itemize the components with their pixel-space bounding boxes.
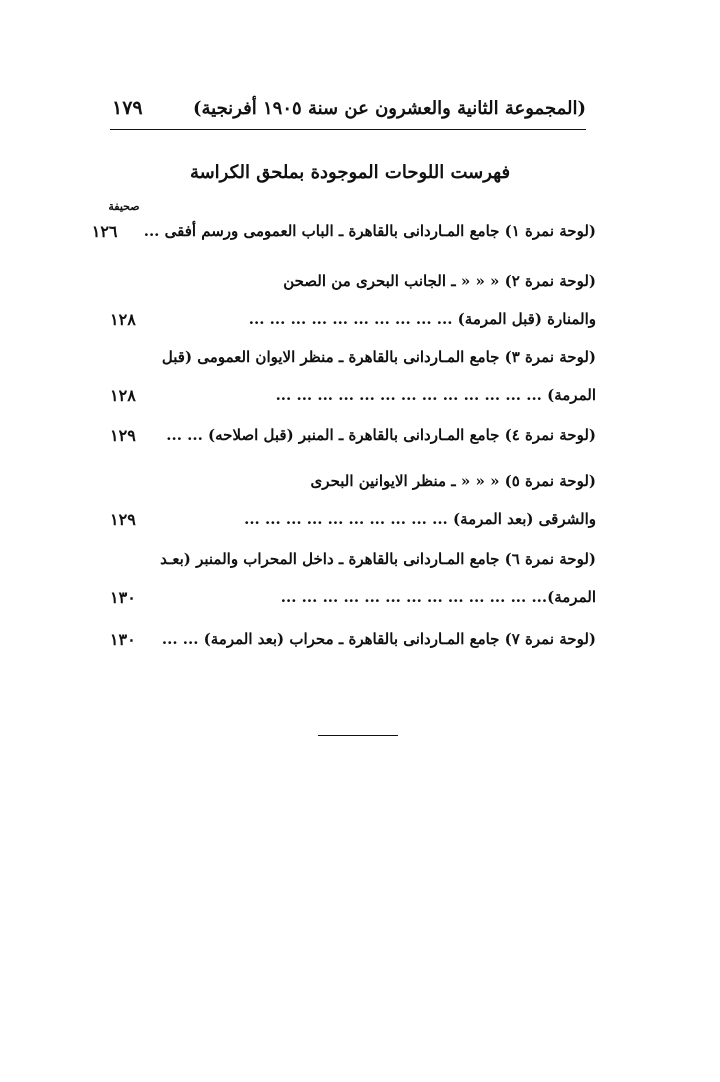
plate-entry-5 [110,462,596,538]
entry-text: (لوحة نمرة ٦) جامع المـاردانى بالقاهرة ـ داخل المحراب والمنبر (بعـد [160,550,596,568]
entry-line [110,262,596,300]
header-rule [110,129,586,130]
entry-line [110,416,596,454]
entry-text: (لوحة نمرة ١) جامع المـاردانى بالقاهرة ـ الباب العمومى ورسم أفقى ... [143,222,596,240]
entry-text-continued: المرمة) ... ... ... ... ... ... ... ... ... ... ... ... ... [275,386,596,404]
entry-page-number: ١٣٠ [109,629,136,649]
entry-line [110,462,596,500]
plate-entry-3 [110,338,596,414]
entry-line-continued [110,376,596,414]
entry-page-number: ١٢٩ [110,425,136,445]
entry-page-number: ١٢٦ [91,221,118,241]
entry-text: (لوحة نمرة ٢) « « « ـ الجانب البحرى من الصحن [283,272,596,290]
end-rule [318,735,398,736]
entry-text-continued: والشرقى (بعد المرمة) ... ... ... ... ... ... ... ... ... ... [244,510,596,528]
entry-text: (لوحة نمرة ٥) « « « ـ منظر الايوانين البحرى [310,472,596,490]
section-title: فهرست اللوحات الموجودة بملحق الكراسة [189,162,511,183]
entry-line [110,338,596,376]
entry-text: (لوحة نمرة ٤) جامع المـاردانى بالقاهرة ـ المنبر (قبل اصلاحه) ... ... [166,426,596,444]
plate-entry-1 [91,212,596,250]
entry-line-continued [110,300,596,338]
plate-entry-7 [110,620,596,658]
plate-entry-4 [110,416,596,454]
plate-entry-6 [110,540,596,616]
running-header-title: (المجموعة الثانية والعشرون عن سنة ١٩٠٥ أفرنجية) [192,97,586,119]
page-column-label: صحيفة [108,200,140,213]
entry-line [110,620,596,658]
page-number: ١٧٩ [112,97,143,119]
entry-line-continued [110,578,596,616]
entry-text: (لوحة نمرة ٣) جامع المـاردانى بالقاهرة ـ منظر الايوان العمومى (قبل [161,348,596,366]
entry-text-continued: والمنارة (قبل المرمة) ... ... ... ... ... ... ... ... ... ... [248,310,596,328]
entry-page-number: ١٣٠ [110,587,136,607]
entry-line [110,540,596,578]
entry-page-number: ١٢٨ [110,385,136,405]
entry-page-number: ١٢٩ [110,509,136,529]
entry-page-number: ١٢٨ [110,309,136,329]
entry-text: (لوحة نمرة ٧) جامع المـاردانى بالقاهرة ـ محراب (بعد المرمة) ... ... [161,630,596,648]
running-header [112,88,586,128]
entry-line [91,212,596,250]
entry-text-continued: المرمة)... ... ... ... ... ... ... ... ... ... ... ... ... [280,588,596,606]
entry-line-continued [110,500,596,538]
plate-entry-2 [110,262,596,338]
